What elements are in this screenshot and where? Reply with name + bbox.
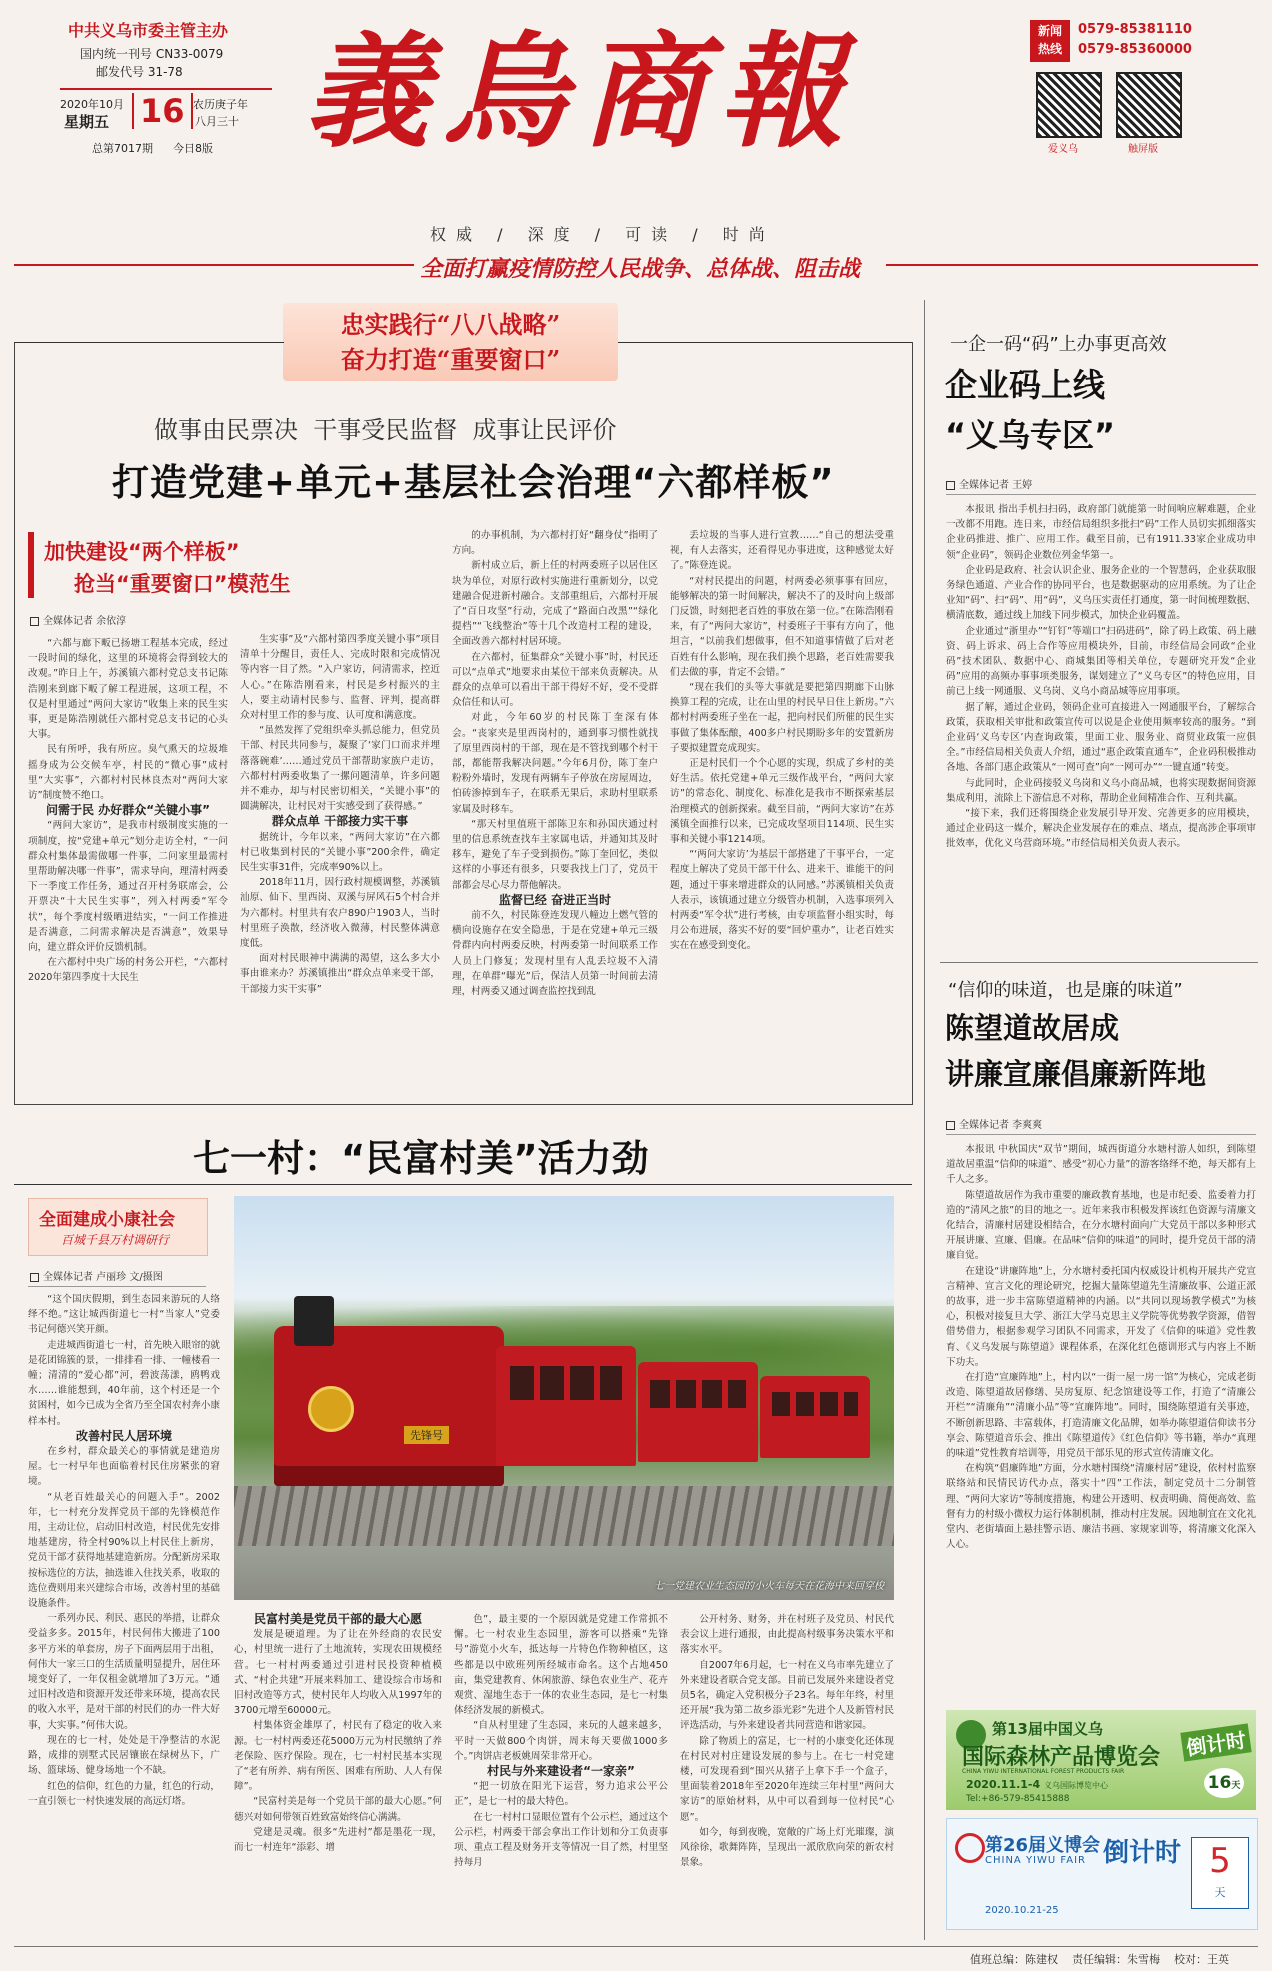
qr-label-1: 爱义乌 — [1048, 144, 1078, 155]
village-tag-subtitle: 百城千县万村调研行 — [61, 1233, 170, 1247]
qr-label-2: 触屏版 — [1128, 144, 1158, 155]
paper-name: 義烏商報 — [305, 20, 858, 165]
lead-tag-line-1: 加快建设“两个样板” — [44, 540, 240, 564]
phone-1: 0579-85381110 — [1078, 22, 1192, 37]
slogan: 全面打赢疫情防控人民战争、总体战、阻击战 — [420, 257, 861, 282]
lead-column-4: 丢垃圾的当事人进行宣教……“自己的想法受重视，有人去落实，还看得见办事进度，这种感觉太好了。”陈登连说。 “对村民提出的问题，村两委必须事事有回应，能够解决的第一时间解决，解决不了的及时向上级部门反馈，时刻把老百姓的事放在第一位。”在陈浩刚看来，有了“两问大家访”，村委班子干事有方向了，他坦言，“以前我们想做事，但不知道事情做了后对老百姓有什么影响，现在我们换个思路，老百姓需要我们去做的事，肯定不会错。” “现在我们的头等大事就是要把第四期廊下山脉换算工程的完成，让在山里的村民早日住上新房。”六都村村两委班子坐在一起，把向村民们所催的民生实事做了集体酝酿，400多户村民期盼多年的安置新房子要拟建置竞成现实。 正是村民们一个个心愿的实现，织成了乡村的美好生活。依托党建+单元三级作战平台，“两问大家访”的常态化、制度化、标准化是我市不断探索基层治理模式的创新探索。截至目前，“两问大家访”在苏溪镇全面推行以来，已完成攻坚项目114项、民生实事和关键小事1214项。 “‘两问大家访’为基层干部搭建了干事平台，一定程度上解决了党员干部干什么、进来干、谁能干的问题，通过干事来增进群众的认同感。”苏溪镇相关负责人表示，该镇通过建立分级管办机制，入选事项列入村两委“军令状”进行考核，由专项监督小组实时，每月公布进展，落实不好的要“回炉重办”，让老百姓实实在在感受到变化。 — [670, 530, 894, 952]
organizer: 中共义乌市委主管主办 — [68, 21, 229, 40]
fair-name-en: CHINA YIWU FAIR — [985, 1855, 1086, 1866]
hotline-label-2: 热线 — [1037, 42, 1062, 56]
fair-countdown-label: 倒计时 — [1102, 1838, 1181, 1868]
right2-kicker: “信仰的味道，也是廉的味道” — [948, 980, 1183, 1001]
right1-title-2: “义乌专区” — [945, 416, 1116, 454]
lead-column-2: 生实事”及“六都村第四季度关键小事”项目清单十分醒目，责任人、完成时限和完成情况等内容一目了然。“入户家访，问清需求，控近人心。”在陈浩刚看来，村民是乡村振兴的主人，要主动请村民参与、监督、评判，提高群众对村里工作的参与度、认可度和满意度。 “虽然发挥了党组织牵头抓总能力，但党员干部、村民共同参与，凝聚了‘家门口而求并埋落落碗难’……通过党员干部帮助家族户走访，六都村村两委收集了一摞问题清单，许多问题并不难办，却与村民密切相关，“关键小事”的圆满解决，让村民对干实感受到了获得感。” 群众点单 干部接力实干事 据统计，今年以来，“两问大家访”在六都村已收集到村民的“关键小事”200余件，确定民生实事31件，完成率90%以上。 2018年11月，因行政村规模调整，苏溪镇汕原、仙下、里西岗、双溪与屏风石5个村合并为六都村。村里共有农户890户1903人，当时村里班子涣散，经济收入微薄，村民整体满意度低。 面对村民眼神中满满的渴望，这么多大小事由谁来办？苏溪镇推出“群众点单来受干部，干部接力实干实事” — [240, 634, 440, 995]
expo-tel: Tel:+86-579-85415888 — [966, 1794, 1070, 1804]
masthead — [0, 0, 1272, 282]
lunar-day: 八月三十 — [195, 115, 239, 128]
qr-code-icon[interactable] — [1036, 72, 1102, 138]
right2-title-1: 陈望道故居成 — [945, 1011, 1120, 1045]
fair-countdown: 5 天 — [1191, 1837, 1249, 1909]
slogan-rule-right — [886, 264, 1258, 266]
village-tag-title: 全面建成小康社会 — [39, 1210, 175, 1230]
village-headline: 七一村：“民富村美”活力劲 — [193, 1137, 649, 1180]
lead-headline: 打造党建+单元+基层社会治理“六都样板” — [112, 461, 835, 504]
village-tag — [28, 1198, 208, 1256]
issue-number: 总第7017期 — [92, 142, 153, 155]
village-byline: 全媒体记者 卢丽珍 文/摄图 — [30, 1268, 163, 1283]
lead-tag-line-2: 抢当“重要窗口”模范生 — [74, 572, 291, 596]
expo-countdown: 16天 — [1204, 1768, 1244, 1798]
train-emblem — [308, 1386, 354, 1432]
lead-kicker: 做事由民票决 干事受民监督 成事让民评价 — [154, 416, 617, 444]
right1-byline: 全媒体记者 王婷 — [946, 476, 1032, 491]
banner-line-1: 忠实践行“八八战略” — [340, 310, 561, 339]
fair-ad[interactable] — [946, 1818, 1258, 1930]
expo-dates: 2020.11.1-4 义乌国际博览中心 — [966, 1778, 1108, 1791]
issue-day: 16 — [132, 93, 193, 129]
fair-logo-icon — [955, 1833, 985, 1863]
train-carriage — [760, 1376, 870, 1458]
lunar-year: 农历庚子年 — [193, 98, 248, 111]
footer-credits: 值班总编：陈建权 责任编辑：朱雪梅 校对：王英 — [970, 1953, 1229, 1966]
qr-code-icon[interactable] — [1116, 72, 1182, 138]
right2-byline: 全媒体记者 李爽爽 — [946, 1116, 1042, 1131]
lead-column-3: 的办事机制，为六都村打好“翻身仗”指明了方向。 新村成立后，新上任的村两委班子以居住区块为单位，对原行政村实施进行重新划分，以党建融合促进新村融合。支部重组后，六都村开展了“百日攻坚”行动，完成了“路面白改黑”“绿化提档”“飞线整治”等十几个改造村工程的建设，全面改善六都村村居环境。 在六都村，征集群众“关键小事”时，村民还可以“点单式”地要求由某位干部来负责解决。从群众的点单可以看出干部干得好不好，受不受群众信任和认可。 对此，今年60岁的村民陈丁奎深有体会。“丧家夹是里西岗村的，通到事习惯性就找了原里西岗村的干部，现在是不管找到哪个村干部，都能帮我解决问题。”今年6月份，陈丁奎户粉粉外墙时，发现有两辆车子停放在房屋周边，怕砖渗掉到车子，在联系无果后，求助村里联系家属及时移车。 “那天村里值班干部陈卫东和孙国庆通过村里的信息系统查找车主家属电话，并通知其及时移车，避免了车子受到损伤。”陈丁奎回忆，类似这样的小事还有很多，只要我找上门了，党员干部都会尽心尽力帮他解决。 监督已经 奋进正当时 前不久，村民陈登连发现八幢边上燃气管的横向设施存在安全隐患，于是在党建+单元三级骨群内向村两委反映，村两委第一时间联系工作人员上门修复；发现村里有人乱丢垃圾不入清理，在单群“曝光”后，保洁人员第一时间前去清理，村两委又通过调查监控找到乱 — [452, 530, 658, 998]
issue-date: 2020年10月 — [60, 98, 124, 111]
fair-name: 第26届义博会 — [985, 1835, 1101, 1856]
right1-body: 本报讯 指出手机扫扫码，政府部门就能第一时间响应解难题，企业一改都不用跑。连日来，市经信局组织多批扫“码”工作人员切实抓细落实企业码推进、推广、应用工作。截至目前，已有1911.33家企业成功申领“企业码”，领码企业数位列金华第一。 企业码是政府、社会认识企业、服务企业的一个智慧码，企业获取服务绿色通道、产业合作的协同平台，也是数据驱动的应用系统。为了让企业知“码”、扫“码”、用“码”，义乌压实责任打通度，第一时间梳理数据、横清底数，通过线上加线下同步模式，加快企业码覆盖。 企业通过“浙里办”“钉钉”等端口“扫码进码”，除了码上政策、码上融资、码上诉求、码上合作等应用模块外，目前，市经信局会同政“企业码”技术团队、数据中心、商城集团等相关单位，专题研究开发“企业码”应用的高频办事事项类服务，谋划建立了“义乌专区”的特色应用，目前已上线一网通服、义乌岗、义乌小商品城等应用事项。 据了解，通过企业码，领码企业可直接进入一网通服平台，了解综合政策，获取相关审批和政策宣传可以说是企业使用频率较高的服务。“到企业码‘义乌专区’内查询政策，里面工业、服务业、商贸业政策一应俱全。”市经信局相关负责人介绍，通过“惠企政策直通车”，企业码积极推动各地、各部门惠企政策从“一网可查”向“一网可办”“一键直通”转变。 与此同时，企业码接驳义乌岗和义乌小商品城，也将实现数据间资源集成利用，流除上下游信息不对称，帮助企业间精准合作、互利共赢。 “接下来，我们还将围绕企业发展引导开发、完善更多的应用模块，通过企业码这一媒介，解决企业发展存在的难点、堵点，提高涉企事项审批效率，优化义乌营商环境。”市经信局相关负责人表示。 — [946, 504, 1256, 850]
slogan-rule-left — [14, 264, 414, 266]
banner-line-2: 奋力打造“重要窗口” — [340, 345, 561, 374]
postal-code: 邮发代号 31-78 — [96, 65, 183, 79]
village-column-1: “这个国庆假期，到生态园来游玩的人络绎不绝。”这让城西街道七一村“当家人”党委书记何德兴笑开颜。 走进城西街道七一村，首先映入眼帘的就是花团锦簇的景，一排排看一排、一幢楼看一幢；清清的“爱心都”河，碧波荡漾，鸥鸭戏水……谁能想到，40年前，这个村还是一个贫困村，如今已成为全省乃至全国农村奔小康样本村。 改善村民人居环境 在乡村，群众最关心的事情就是建造房屋。七一村早年也面临着村民住房紧张的窘境。 “从老百姓最关心的问题入手”。2002年，七一村充分发挥党员干部的先锋模范作用，主动让位，启动旧村改造，村民优先安排地基建房，待全村90%以上村民住上新房，党员干部才获得地基建造新房。分配新房采取按标选位的方法，抽选谁入住找关系，收取的选位费则用来兴建综合市场，改善村里的基础设施条件。 一系列办民、利民、惠民的举措，让群众受益多多。2015年，村民何伟大搬进了100多平方米的单套房，房子下面两层用于出租，何伟大一家三口的生活质量明显提升，居住环境变好了，一年仅租金就增加了3万元。“通过旧村改造和资源开发还带来环境，提高农民的收入水平，是对干部的村民们的办一件大好事，大实事。”何伟大说。 现在的七一村，处处是干净整洁的水泥路，成排的别墅式民居镶嵌在绿树丛下，广场、篮球场、健身场地一个不缺。 红色的信仰，红色的力量，红色的行动，一直引领七一村快速发展的高远灯塔。 — [28, 1294, 220, 1807]
lead-byline: 全媒体记者 余依淳 — [30, 612, 126, 627]
motto: 权威 / 深度 / 可读 / 时尚 — [430, 225, 775, 244]
page-count: 今日8版 — [173, 142, 213, 155]
train-plate: 先锋号 — [404, 1426, 449, 1444]
lead-tag — [28, 532, 324, 598]
expo-countdown-label: 倒计时 — [1180, 1723, 1251, 1761]
hotline-badge — [1030, 20, 1070, 62]
phone-2: 0579-85360000 — [1078, 42, 1192, 57]
issue-weekday: 星期五 — [64, 113, 110, 131]
hotline-label-1: 新闻 — [1037, 24, 1062, 38]
train-carriage — [496, 1346, 636, 1466]
expo-title: 第13届中国义乌 — [992, 1720, 1103, 1738]
expo-name-en: CHINA YIWU INTERNATIONAL FOREST PRODUCTS FAIR — [962, 1768, 1125, 1775]
photo-caption: 七一党建农业生态园的小火车每天在花海中来回穿梭 — [654, 1581, 884, 1592]
right2-title-2: 讲廉宣廉倡廉新阵地 — [945, 1057, 1207, 1091]
village-column-4: 公开村务、财务，并在村班子及党员、村民代表会议上进行通报，由此提高村级事务决策水平和落实水平。 自2007年6月起，七一村在义乌市率先建立了外来建设者联合党支部。目前已发展外来建设者党员5名，确定入党积极分子23名。每年年终，村里还开展“我为第二故乡添光彩”先进个人及新管村民评选活动，与外来建设者共同营造和谐家园。 除了物质上的富足，七一村的小康变化还体现在村民对村庄建设发展的参与上。在七一村党建楼，可发现看到“围兴从猪子上拿下手一个盒子，里面装着2018年至2020年连续三年村里“两问大家访”的原始材料，从中可以看到每一位村民“心愿”。 如今，每到夜晚，宽敞的广场上灯光璀璨，演风徐徐，歌舞阵阵，呈现出一派欣欣向荣的新农村景象。 — [680, 1614, 894, 1869]
expo-name: 国际森林产品博览会 — [962, 1745, 1161, 1770]
village-column-2: 民富村美是党员干部的最大心愿 发展是硬道理。为了让在外经商的农民安心，村里统一进行了土地流转，实现农田规模经营。七一村村两委通过引进村民投资种植模式、“村企共建”开展来料加工、建设综合市场和旧村改造等方式，使村民年人均收入从1997年的3700元增至60000元。 村集体资金雄厚了，村民有了稳定的收入来源。七一村村两委还花5000万元为村民缴纳了养老保险、医疗保险。现在，七一村村民基本实现了“老有所养、病有所医、困难有所助、人人有保障”。 “民富村美是每一个党员干部的最大心愿。”何德兴对如何带领百姓致富始终信心满满。 党建是灵魂。很多“先进村”都是墨花一现，而七一村连年“添彩、增 — [234, 1612, 442, 1854]
expo-ad[interactable] — [946, 1710, 1256, 1810]
train-photo — [234, 1196, 894, 1600]
train-carriage — [638, 1362, 758, 1462]
right2-body: 本报讯 中秋国庆“双节”期间，城西街道分水塘村游人如织，到陈望道故居重温“信仰的味道”、感受“初心力量”的游客络绎不绝，每天都有上千人之多。 陈望道故居作为我市重要的廉政教育基地，也是市纪委、监委着力打造的“清风之旅”的目的地之一。近年来我市积极发挥该红色资源与清廉文化结合，清廉村居建设相结合，在分水塘村面向广大党员干部以多种形式开展讲廉、宣廉、倡廉。在品味“信仰的味道”的同时，提升党员干部的清廉自觉。 在建设“讲廉阵地”上，分水塘村委托国内权威设计机构开展共产党宣言精神、宣言文化的理论研究，挖掘大量陈望道先生清廉故事、公道正派的故事，进一步丰富陈望道精神的内涵。以“共同以现场教学模式”为核心，积极对接复旦大学、浙江大学马克思主义学院等优势教学资源，借智借势借力，根据参观学习团队不同需求，开发了《信仰的味道》党性教育、《义乌发展与陈望道》课程体系，在深化红色德训形式与内容上不断下功夫。 在打造“宣廉阵地”上，村内以“一街一屋一房一馆”为核心，完成老街改造、陈望道故居修缮、吴房复原、纪念馆建设等工作，打造了“清廉公开栏”“清廉角”“清廉小品”等“宣廉阵地”。同时，围绕陈望道有关事迹，不断创新思路、丰富载体，打造清廉文化品牌，如举办陈望道信仰读书分享会、陈望道音乐会、推出《陈望道传》《红色信仰》等书籍，举办“真理的味道”党性教育培训等，用党员干部乐见的形式宣传清廉文化。 在构筑“倡廉阵地”方面，分水塘村围绕“清廉村居”建设，依村村监察联络站和民情民访代办点，落实十“四”工作法，制定党员十二分制管理、“两问大家访”等制度措施，构建公开透明、权责明确、简便高效、监督有力的村级小微权力运行体制机制，推动村庄发展。因地制宜在文化礼堂内、老街墙面上悬挂警示语、廉洁书画、家规家训等，将清廉文化深入人心。 — [946, 1144, 1256, 1551]
right1-kicker: 一企一码“码”上办事更高效 — [950, 334, 1167, 355]
right1-title-1: 企业码上线 — [945, 366, 1106, 404]
village-column-3: 色”，最主要的一个原因就是党建工作常抓不懈。七一村农业生态园里，游客可以搭乘“先锋号”游览小火车，抵达每一片特色作物种植区，这些都是以中欧班列所经城市命名。这个占地450亩，集党建教育、休闲旅游、绿色农业生产、花卉观赏、湿地生态于一体的农业生态园，是七一村集体经济发展的新模式。 “自从村里建了生态园，来玩的人越来越多，平时一天做800个肉饼，周末每天要做1000多个。”肉饼店老板姚周荣非常开心。 村民与外来建设者“一家亲” “把一切放在阳光下运营，努力追求公平公正”，是七一村的最大特色。 在七一村村口显眼位置有个公示栏，通过这个公示栏，村两委干部会拿出工作计划和分工负责事项、重点工程及财务开支等情况一目了然，村里坚持每月 — [454, 1614, 668, 1869]
lead-column-1: “六都与廊下畈已扬塘工程基本完成，经过一段时间的绿化，这里的环境将会得到较大的改观。”昨日上午，苏溪镇六都村党总支书记陈浩刚来到廊下畈了解工程进展，这项工程，不仅是村里通过“两问大家访”收集上来的民生实事，更是陈浩刚就任六都村党总支书记的心头大事。 民有所呼，我有所应。臭气熏天的垃圾堆摇身成为公交候车亭，村民的“微心事”成村里“大实事”，六都村村民林良杰对“两问大家访”制度赞不绝口。 问需于民 办好群众“关键小事” “两问大家访”，是我市村级制度实施的一项制度，按“党建+单元”划分走访全村，“一问群众村集体最需做哪一件事，二问家里最需村里帮助解决哪一件事”，需求导向，理清村两委下一季度工作任务，通过召开村务联席会，公开票决“十大民生实事”，列入村两委“军令状”，每个季度村级晒进结实，“一问工作推进是否满意，二问需求解决是否满意”，效果导向，建立群众评价反馈机制。 在六都村中央广场的村务公开栏，“六都村2020年第四季度十大民生 — [28, 638, 228, 984]
cn-number: 国内统一刊号 CN33-0079 — [80, 47, 224, 61]
fair-dates: 2020.10.21-25 — [985, 1905, 1059, 1916]
